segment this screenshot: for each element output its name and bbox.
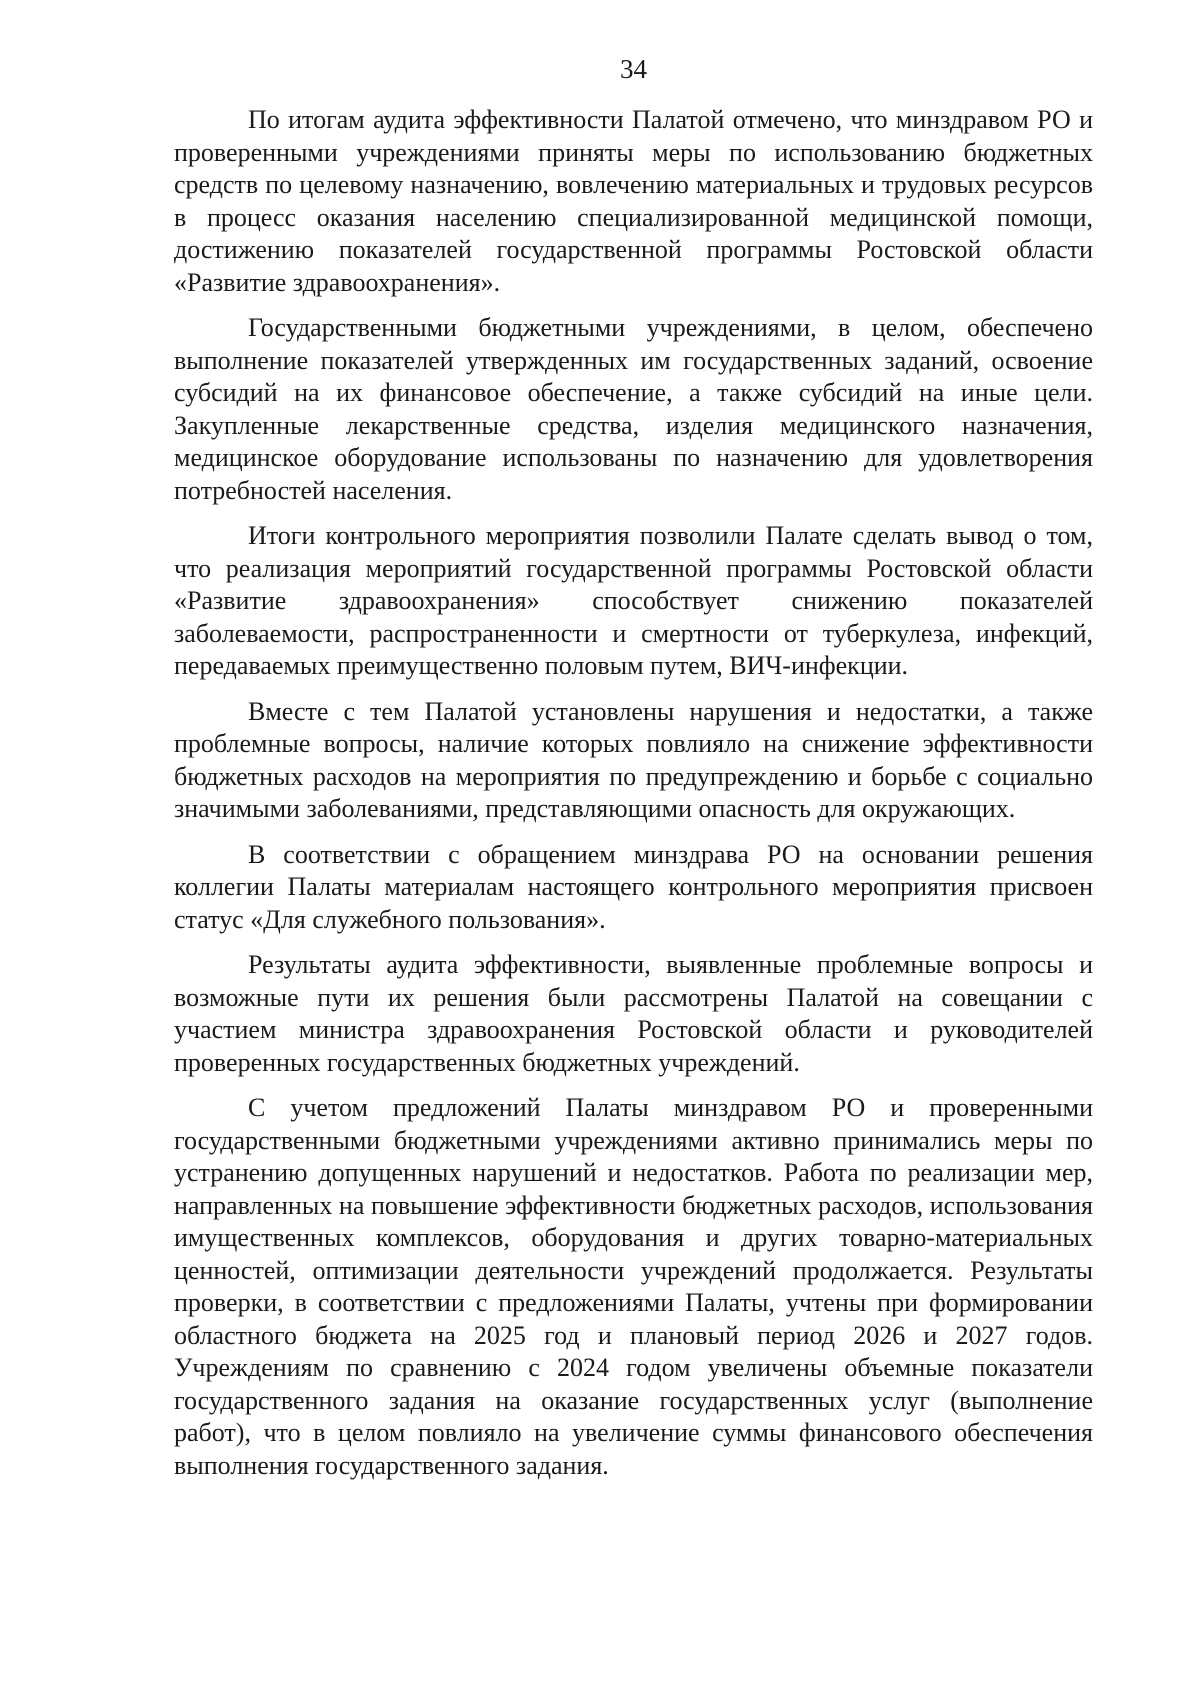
paragraph-measures: С учетом предложений Палаты минздравом РО и проверенными государственными бюджетными учреждениями активно принимались меры по устранению допущенных нарушений и недостатков. Работа по реализации мер, направленных на повышение эффективности бюджетных расходов, использования имущественных комплексов, оборудования и других товарно-материальных ценностей, оптимизации деятельности учреждений продолжается. Результаты проверки, в соответствии с предложениями Палаты, учтены при формировании областного бюджета на 2025 год и плановый период 2026 и 2027 годов. Учреждениям по сравнению с 2024 годом увеличены объемные показатели государственного задания на оказание государственных услуг (выполнение работ), что в целом повлияло на увеличение суммы финансового обеспечения выполнения государственного задания. (174, 1093, 1093, 1480)
page-number: 34 (620, 54, 647, 84)
paragraph-control-results: Итоги контрольного мероприятия позволили Палате сделать вывод о том, что реализация мероприятий государственной программы Ростовской области «Развитие здравоохранения» способствует снижению показателей заболеваемости, распространенности и смертности от туберкулеза, инфекций, передаваемых преимущественно половым путем, ВИЧ-инфекции. (174, 521, 1093, 680)
paragraph-violations: Вместе с тем Палатой установлены нарушения и недостатки, а также проблемные вопросы, наличие которых повлияло на снижение эффективности бюджетных расходов на мероприятия по предупреждению и борьбе с социально значимыми заболеваниями, представляющими опасность для окружающих. (174, 696, 1093, 823)
paragraph-budget-institutions: Государственными бюджетными учреждениями, в целом, обеспечено выполнение показателей утвержденных им государственных заданий, освоение субсидий на их финансовое обеспечение, а также субсидий на иные цели. Закупленные лекарственные средства, изделия медицинского назначения, медицинское оборудование использованы по назначению для удовлетворения потребностей населения. (174, 313, 1093, 505)
paragraph-status: В соответствии с обращением минздрава РО на основании решения коллегии Палаты материалам настоящего контрольного мероприятия присвоен статус «Для служебного пользования». (174, 839, 1093, 934)
paragraph-audit-results: По итогам аудита эффективности Палатой отмечено, что минздравом РО и проверенными учреждениями приняты меры по использованию бюджетных средств по целевому назначению, вовлечению материальных и трудовых ресурсов в процесс оказания населению специализированной медицинской помощи, достижению показателей государственной программы Ростовской области «Развитие здравоохранения». (174, 105, 1093, 297)
paragraph-meeting: Результаты аудита эффективности, выявленные проблемные вопросы и возможные пути их решения были рассмотрены Палатой на совещании с участием министра здравоохранения Ростовской области и руководителей проверенных государственных бюджетных учреждений. (174, 950, 1093, 1077)
